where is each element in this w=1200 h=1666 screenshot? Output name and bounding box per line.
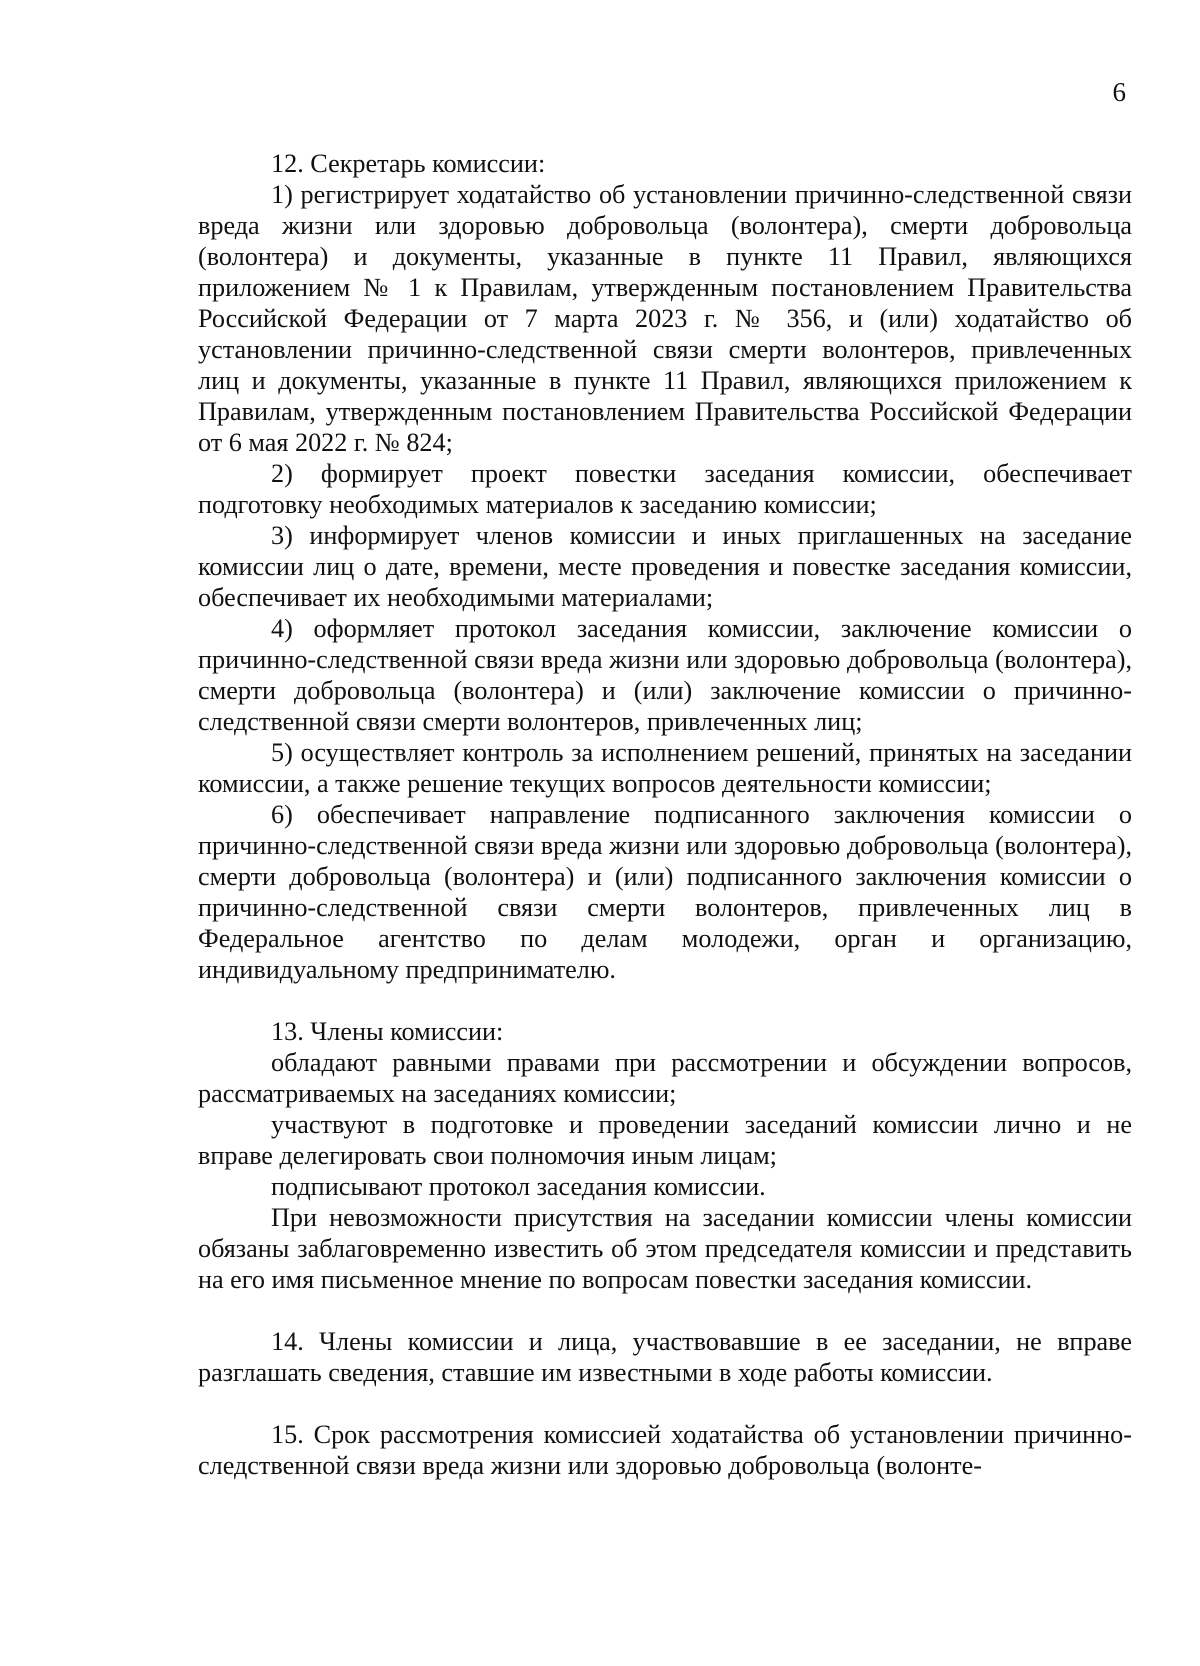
section-heading: 12. Секретарь комиссии: (271, 149, 546, 178)
paragraph: 5) осуществляет контроль за исполнением решений, принятых на заседании комиссии, а также решение текущих вопросов деятельности комиссии; (198, 738, 1132, 798)
paragraph: 6) обеспечивает направление подписанного заключения комиссии о причинно-следственной связи вреда жизни или здоровью добровольца (волонтера), смерти добровольца (волонтера) и (или) подписанного заключения комиссии о причинно-следственной связи смерти волонтеров, привлеченных лиц в Федеральное агентство по делам молодежи, орган и организацию, индивидуальному предпринимателю. (198, 800, 1132, 984)
document-body (198, 148, 1132, 1481)
paragraph: 15. Срок рассмотрения комиссией ходатайства об установлении причинно-следственной связи вреда жизни или здоровью добровольца (волонте- (198, 1420, 1132, 1480)
paragraph: подписывают протокол заседания комиссии. (271, 1172, 766, 1201)
paragraph: При невозможности присутствия на заседании комиссии члены комиссии обязаны заблаговременно известить об этом председателя комиссии и представить на его имя письменное мнение по вопросам повестки заседания комиссии. (198, 1203, 1132, 1294)
paragraph: 1) регистрирует ходатайство об установлении причинно-следственной связи вреда жизни или здоровью добровольца (волонтера), смерти добровольца (волонтера) и документы, указанные в пункте 11 Правил, являющихся приложением № 1 к Правилам, утвержденным постановлением Правительства Российской Федерации от 7 марта 2023 г. № 356, и (или) ходатайство об установлении причинно-следственной связи смерти волонтеров, привлеченных лиц и документы, указанные в пункте 11 Правил, являющихся приложением к Правилам, утвержденным постановлением Правительства Российской Федерации от 6 мая 2022 г. № 824; (198, 180, 1132, 457)
paragraph: обладают равными правами при рассмотрении и обсуждении вопросов, рассматриваемых на заседаниях комиссии; (198, 1048, 1132, 1108)
paragraph: 2) формирует проект повестки заседания комиссии, обеспечивает подготовку необходимых материалов к заседанию комиссии; (198, 459, 1132, 519)
paragraph: 3) информирует членов комиссии и иных приглашенных на заседание комиссии лиц о дате, времени, месте проведения и повестке заседания комиссии, обеспечивает их необходимыми материалами; (198, 521, 1132, 612)
section-heading: 13. Члены комиссии: (271, 1017, 504, 1046)
paragraph: 4) оформляет протокол заседания комиссии, заключение комиссии о причинно-следственной связи вреда жизни или здоровью добровольца (волонтера), смерти добровольца (волонтера) и (или) заключение комиссии о причинно-следственной связи смерти волонтеров, привлеченных лиц; (198, 614, 1132, 736)
paragraph: 14. Члены комиссии и лица, участвовавшие в ее заседании, не вправе разглашать сведения, ставшие им известными в ходе работы комиссии. (198, 1327, 1132, 1387)
paragraph: участвуют в подготовке и проведении заседаний комиссии лично и не вправе делегировать свои полномочия иным лицам; (198, 1110, 1132, 1170)
page-number: 6 (1112, 77, 1126, 107)
